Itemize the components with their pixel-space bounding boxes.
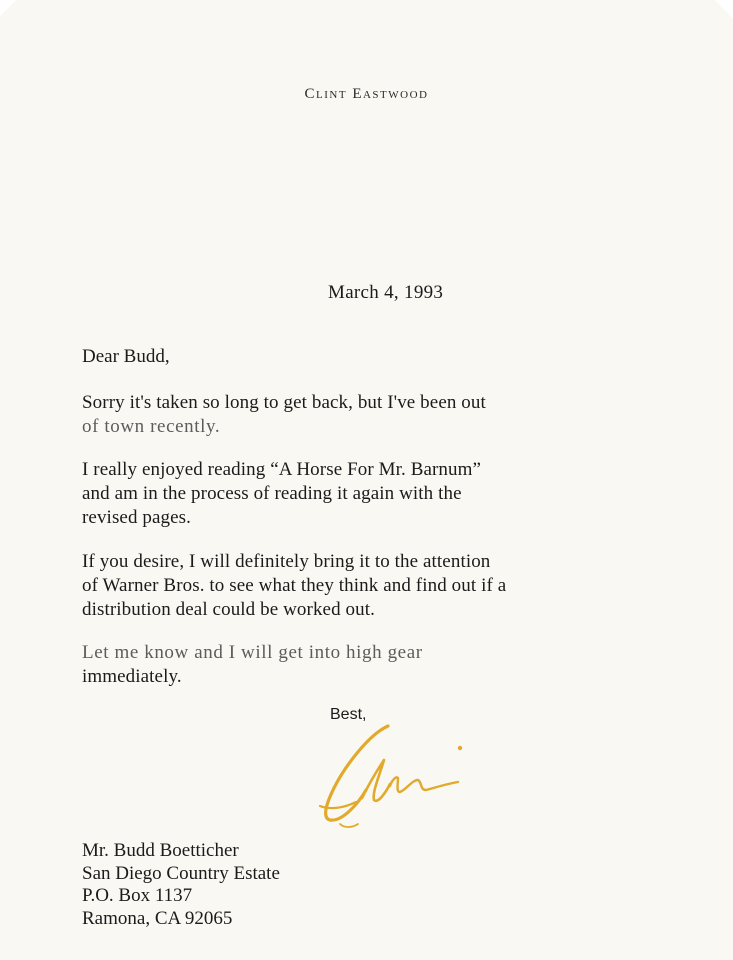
closing: Best,	[330, 706, 367, 723]
paragraph-line: revised pages.	[82, 507, 192, 528]
letter-date: March 4, 1993	[328, 282, 444, 303]
recipient-address	[82, 840, 280, 930]
paragraph-line: of Warner Bros. to see what they think and find out if a	[82, 575, 507, 596]
letterhead: Clint Eastwood	[304, 86, 429, 102]
folded-corner-top-left	[0, 0, 16, 16]
paragraph-line: immediately.	[82, 666, 182, 687]
paragraph-line: I really enjoyed reading “A Horse For Mr. Barnum”	[82, 459, 482, 480]
handwritten-signature	[300, 712, 470, 832]
address-line: P.O. Box 1137	[82, 885, 193, 906]
body-paragraph-1	[82, 391, 486, 439]
address-line: Mr. Budd Boetticher	[82, 840, 239, 861]
paragraph-line: of town recently.	[82, 416, 221, 437]
paragraph-line: and am in the process of reading it again with the	[82, 483, 462, 504]
paragraph-line: distribution deal could be worked out.	[82, 599, 375, 620]
address-line: Ramona, CA 92065	[82, 907, 233, 929]
address-line: San Diego Country Estate	[82, 862, 280, 884]
body-paragraph-3	[82, 550, 506, 622]
paragraph-line: Let me know and I will get into high gear	[82, 642, 423, 663]
paragraph-line: If you desire, I will definitely bring it to the attention	[82, 551, 491, 572]
folded-corner-top-right	[715, 0, 733, 18]
body-paragraph-2	[82, 458, 481, 530]
salutation: Dear Budd,	[82, 346, 170, 367]
paragraph-line: Sorry it's taken so long to get back, but I've been out	[82, 392, 486, 413]
body-paragraph-4	[82, 641, 423, 689]
